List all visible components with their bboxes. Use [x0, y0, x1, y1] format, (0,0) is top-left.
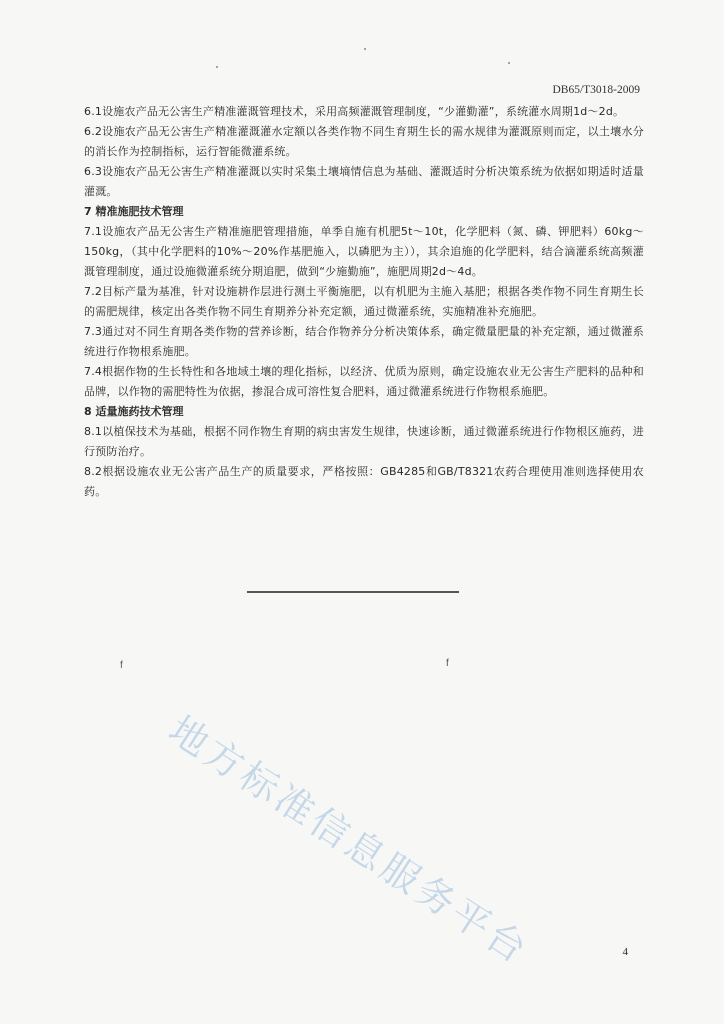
- section-heading-7: 7 精准施肥技术管理: [84, 205, 184, 218]
- scan-speck: [508, 62, 510, 64]
- document-body: [84, 102, 644, 502]
- paragraph-8-2: 8.2根据设施农业无公害产品生产的质量要求，严格按照：GB4285和GB/T8321农药合理使用准则选择使用农药。: [84, 465, 644, 498]
- paragraph-7-1: 7.1设施农产品无公害生产精准施肥管理措施，单季自施有机肥5t～10t，化学肥料（氮、磷、钾肥料）60kg～150kg，（其中化学肥料的10%～20%作基肥施入，以磷肥为主）），其余追施的化学肥料，结合滴灌系统高频灌溉管理制度，通过设施微灌系统分期追肥，做到“少施勤施”，施肥周期2d～4d。: [84, 225, 644, 278]
- paragraph-6-1: 6.1设施农产品无公害生产精准灌溉管理技术，采用高频灌溉管理制度，“少灌勤灌”，系统灌水周期1d～2d。: [84, 105, 625, 118]
- paragraph-7-2: 7.2目标产量为基准，针对设施耕作层进行测土平衡施肥，以有机肥为主施入基肥；根据各类作物不同生育期生长的需肥规律，核定出各类作物不同生育期养分补充定额，通过微灌系统，实施精准补充施肥。: [84, 285, 644, 318]
- scan-speck: [216, 66, 218, 68]
- scan-mark-right: f: [446, 658, 449, 669]
- section-heading-8: 8 适量施药技术管理: [84, 405, 184, 418]
- paragraph-8-1: 8.1以植保技术为基础，根据不同作物生育期的病虫害发生规律，快速诊断，通过微灌系统进行作物根区施药，进行预防治疗。: [84, 425, 644, 458]
- end-rule: [247, 591, 459, 593]
- paragraph-7-4: 7.4根据作物的生长特性和各地域土壤的理化指标，以经济、优质为原则，确定设施农业无公害生产肥料的品种和品牌，以作物的需肥特性为依据，掺混合成可溶性复合肥料，通过微灌系统进行作物根系施肥。: [84, 365, 644, 398]
- watermark-text: 地方标准信息服务平台: [161, 707, 538, 974]
- scan-mark-left: f: [120, 660, 123, 671]
- paragraph-6-2: 6.2设施农产品无公害生产精准灌溉灌水定额以各类作物不同生育期生长的需水规律为灌溉原则而定，以土壤水分的消长作为控制指标，运行智能微灌系统。: [84, 125, 644, 158]
- document-code: DB65/T3018-2009: [552, 84, 640, 96]
- page-number: 4: [622, 946, 628, 958]
- paragraph-7-3: 7.3通过对不同生育期各类作物的营养诊断，结合作物养分分析决策体系，确定微量肥量的补充定额，通过微灌系统进行作物根系施肥。: [84, 325, 644, 358]
- scan-speck: [364, 48, 366, 50]
- paragraph-6-3: 6.3设施农产品无公害生产精准灌溉以实时采集土壤墒情信息为基础、灌溉适时分析决策系统为依据如期适时适量灌溉。: [84, 165, 644, 198]
